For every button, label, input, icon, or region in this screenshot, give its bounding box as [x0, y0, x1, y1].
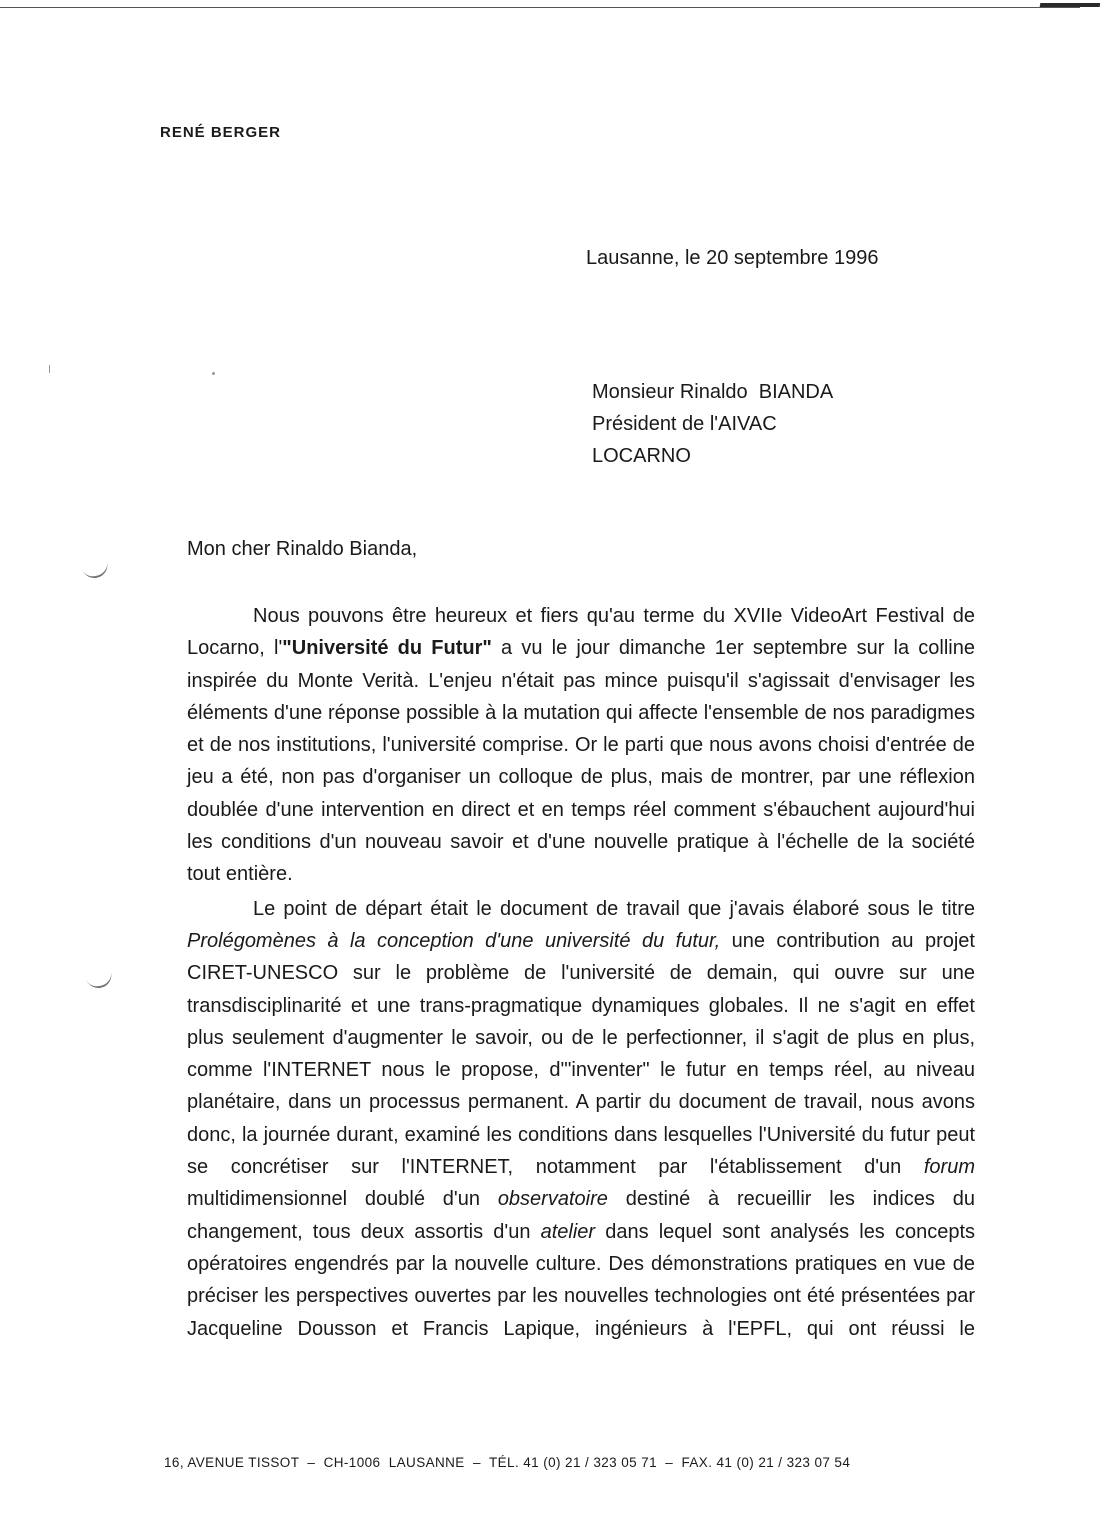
punch-hole-mark: [79, 553, 111, 582]
scan-speck: [49, 365, 50, 373]
paragraph-2-italic-forum: forum: [923, 1156, 975, 1179]
punch-hole-mark: [83, 963, 115, 992]
date-line: Lausanne, le 20 septembre 1996: [586, 247, 879, 269]
paragraph-2-italic-atelier: atelier: [540, 1220, 596, 1243]
letterhead-footer-address: 16, AVENUE TISSOT – CH-1006 LAUSANNE – TÉL. 41 (0) 21 / 323 05 71 – FAX. 41 (0) 21 / 323 07 54: [164, 1455, 851, 1470]
paragraph-2-text-5: dans lequel sont analysés les concepts opératoires engendrés par la nouvelle culture. Des démonstrations pratiques en vue de préciser les perspectives ouvertes par les nouvelles technologies ont été présentées par Jacqueline Dousson et Francis Lapique, ingénieurs à l'EPFL, qui ont réussi le: [187, 1220, 975, 1340]
paragraph-2-text-1: Le point de départ était le document de travail que j'avais élaboré sous le titre: [253, 897, 975, 920]
recipient-address: [592, 376, 833, 472]
paragraph-2-text-2: une contribution au projet CIRET-UNESCO sur le problème de l'université de demain, qui ouvre sur une transdisciplinarité et une trans-pragmatique dynamiques globales. Il ne s'agit en effet plus seulement d'augmenter le savoir, ou de le perfectionner, il s'agit de plus en plus, comme l'INTERNET nous le propose, d'"inventer" le futur en temps réel, au niveau planétaire, dans un processus permanent. A partir du document de travail, nous avons donc, la journée durant, examiné les conditions dans lesquelles l'Université du futur peut se concrétiser sur l'INTERNET, notamment par l'établissement d'un: [187, 929, 975, 1179]
paragraph-2: [187, 893, 975, 1345]
recipient-name: Monsieur Rinaldo BIANDA: [592, 381, 834, 403]
top-rule: [0, 7, 1080, 8]
recipient-city: LOCARNO: [592, 445, 691, 467]
paragraph-1-text-a: Nous pouvons être heureux et fiers qu'au terme du XVIIe VideoArt Festival de Locarno, l': [187, 605, 975, 660]
letter-body: [187, 600, 975, 1345]
paragraph-2-italic-observatoire: observatoire: [497, 1188, 608, 1211]
scan-speck: [212, 372, 215, 375]
paragraph-1: [187, 600, 975, 891]
paragraph-1-text-b: a vu le jour dimanche 1er septembre sur la colline inspirée du Monte Verità. L'enjeu n'était pas mince puisqu'il s'agissait d'envisager les éléments d'une réponse possible à la mutation qui affecte l'ensemble de nos paradigmes et de nos institutions, l'université comprise. Or le parti que nous avons choisi d'entrée de jeu a été, non pas d'organiser un colloque de plus, mais de montrer, par une réflexion doublée d'une intervention en direct et en temps réel comment s'ébauchent aujourd'hui les conditions d'un nouveau savoir et d'une nouvelle pratique à l'échelle de la société tout entière.: [187, 637, 975, 886]
letterhead-sender: RENÉ BERGER: [160, 124, 282, 141]
top-rule-mark: [1040, 3, 1100, 7]
paragraph-2-italic-title: Prolégomènes à la conception d'une université du futur,: [187, 929, 721, 952]
salutation: Mon cher Rinaldo Bianda,: [187, 538, 418, 560]
paragraph-1-bold-title: "Université du Futur": [282, 637, 492, 660]
paragraph-2-text-3: multidimensionnel doublé d'un: [187, 1188, 498, 1211]
paragraph-2-text-4: destiné à recueillir les indices du changement, tous deux assortis d'un: [187, 1188, 975, 1243]
recipient-title: Président de l'AIVAC: [592, 413, 777, 435]
